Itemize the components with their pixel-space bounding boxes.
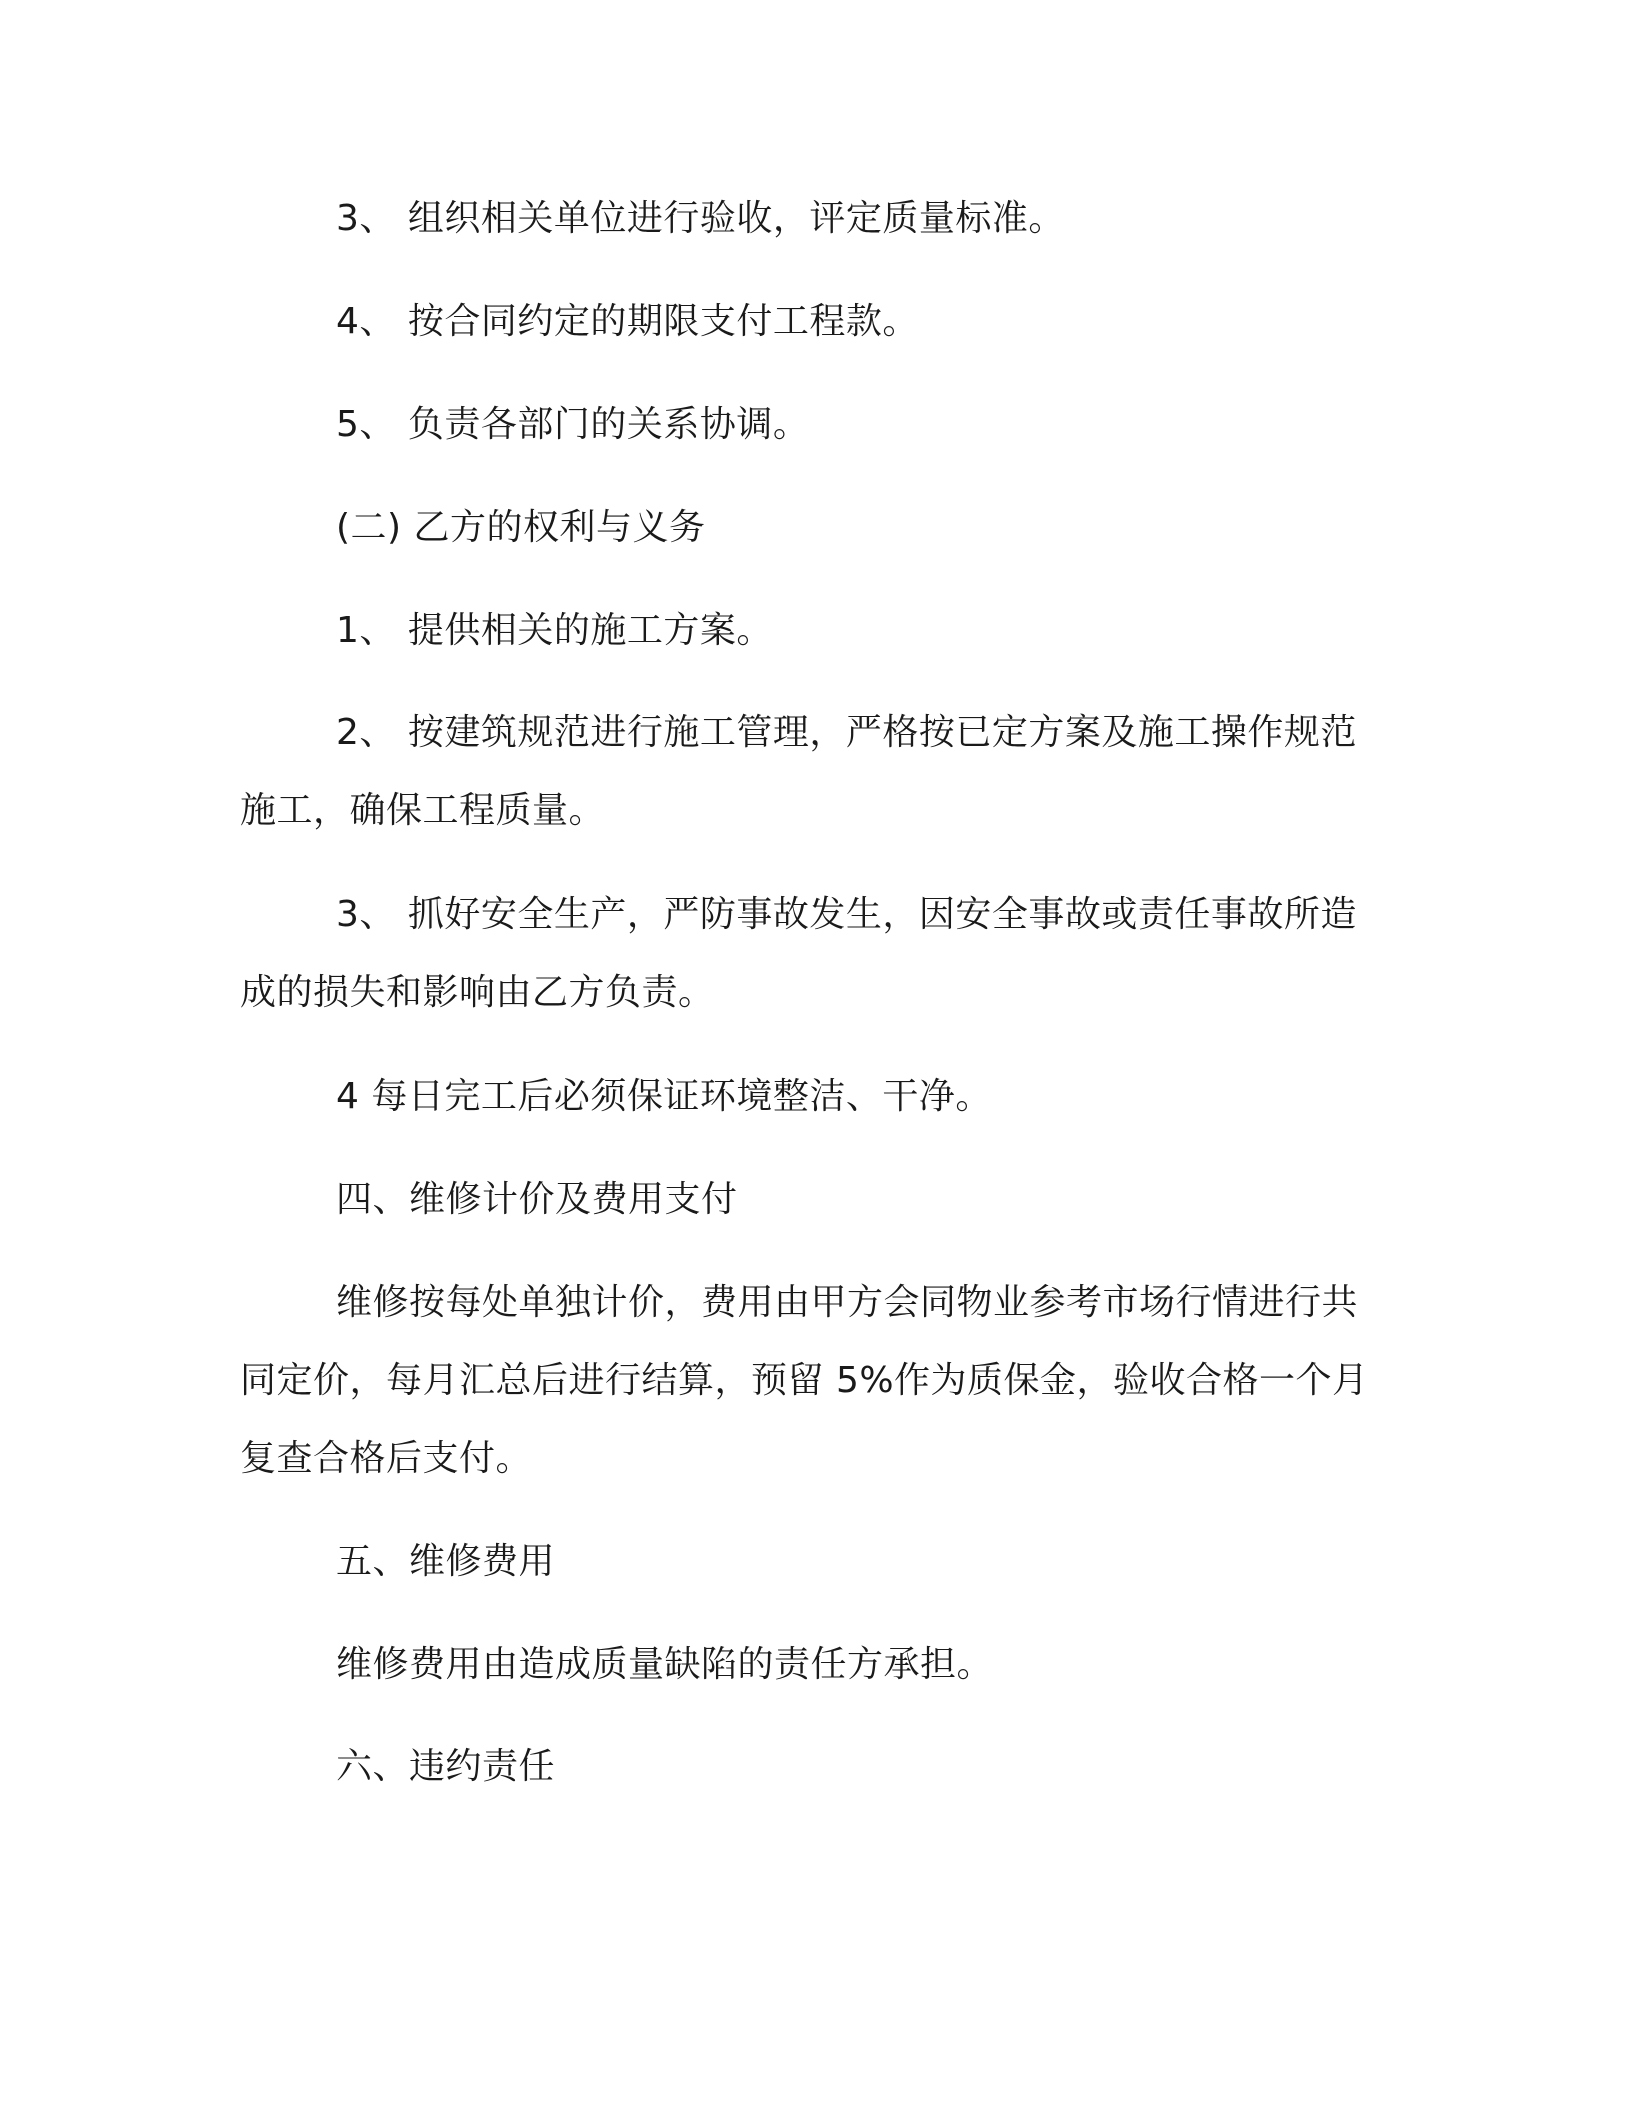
paragraph-item-4-payment: 4、 按合同约定的期限支付工程款。 [336, 301, 919, 342]
paragraph-item-2-management: 2、 按建筑规范进行施工管理，严格按已定方案及施工操作规范施工，确保工程质量。 [240, 712, 1357, 831]
paragraph-item-5-coordination: 5、 负责各部门的关系协调。 [336, 404, 810, 445]
paragraph-pricing-details: 维修按每处单独计价，费用由甲方会同物业参考市场行情进行共同定价，每月汇总后进行结算，预留 5%作为质保金，验收合格一个月复查合格后支付。 [240, 1282, 1369, 1479]
paragraph-item-3-safety: 3、 抓好安全生产，严防事故发生，因安全事故或责任事故所造成的损失和影响由乙方负责。 [240, 894, 1357, 1013]
paragraph-item-3-acceptance: 3、 组织相关单位进行验收，评定质量标准。 [336, 198, 1065, 239]
paragraph-repair-cost-details: 维修费用由造成质量缺陷的责任方承担。 [336, 1644, 994, 1685]
paragraph-item-4-cleanliness: 4 每日完工后必须保证环境整洁、干净。 [336, 1076, 992, 1117]
section-heading-liability: 六、违约责任 [336, 1746, 556, 1787]
section-heading-repair-cost: 五、维修费用 [336, 1541, 556, 1582]
section-heading-party-b: (二) 乙方的权利与义务 [336, 507, 706, 548]
paragraph-item-1-plan: 1、 提供相关的施工方案。 [336, 610, 773, 651]
section-heading-pricing: 四、维修计价及费用支付 [336, 1179, 738, 1220]
